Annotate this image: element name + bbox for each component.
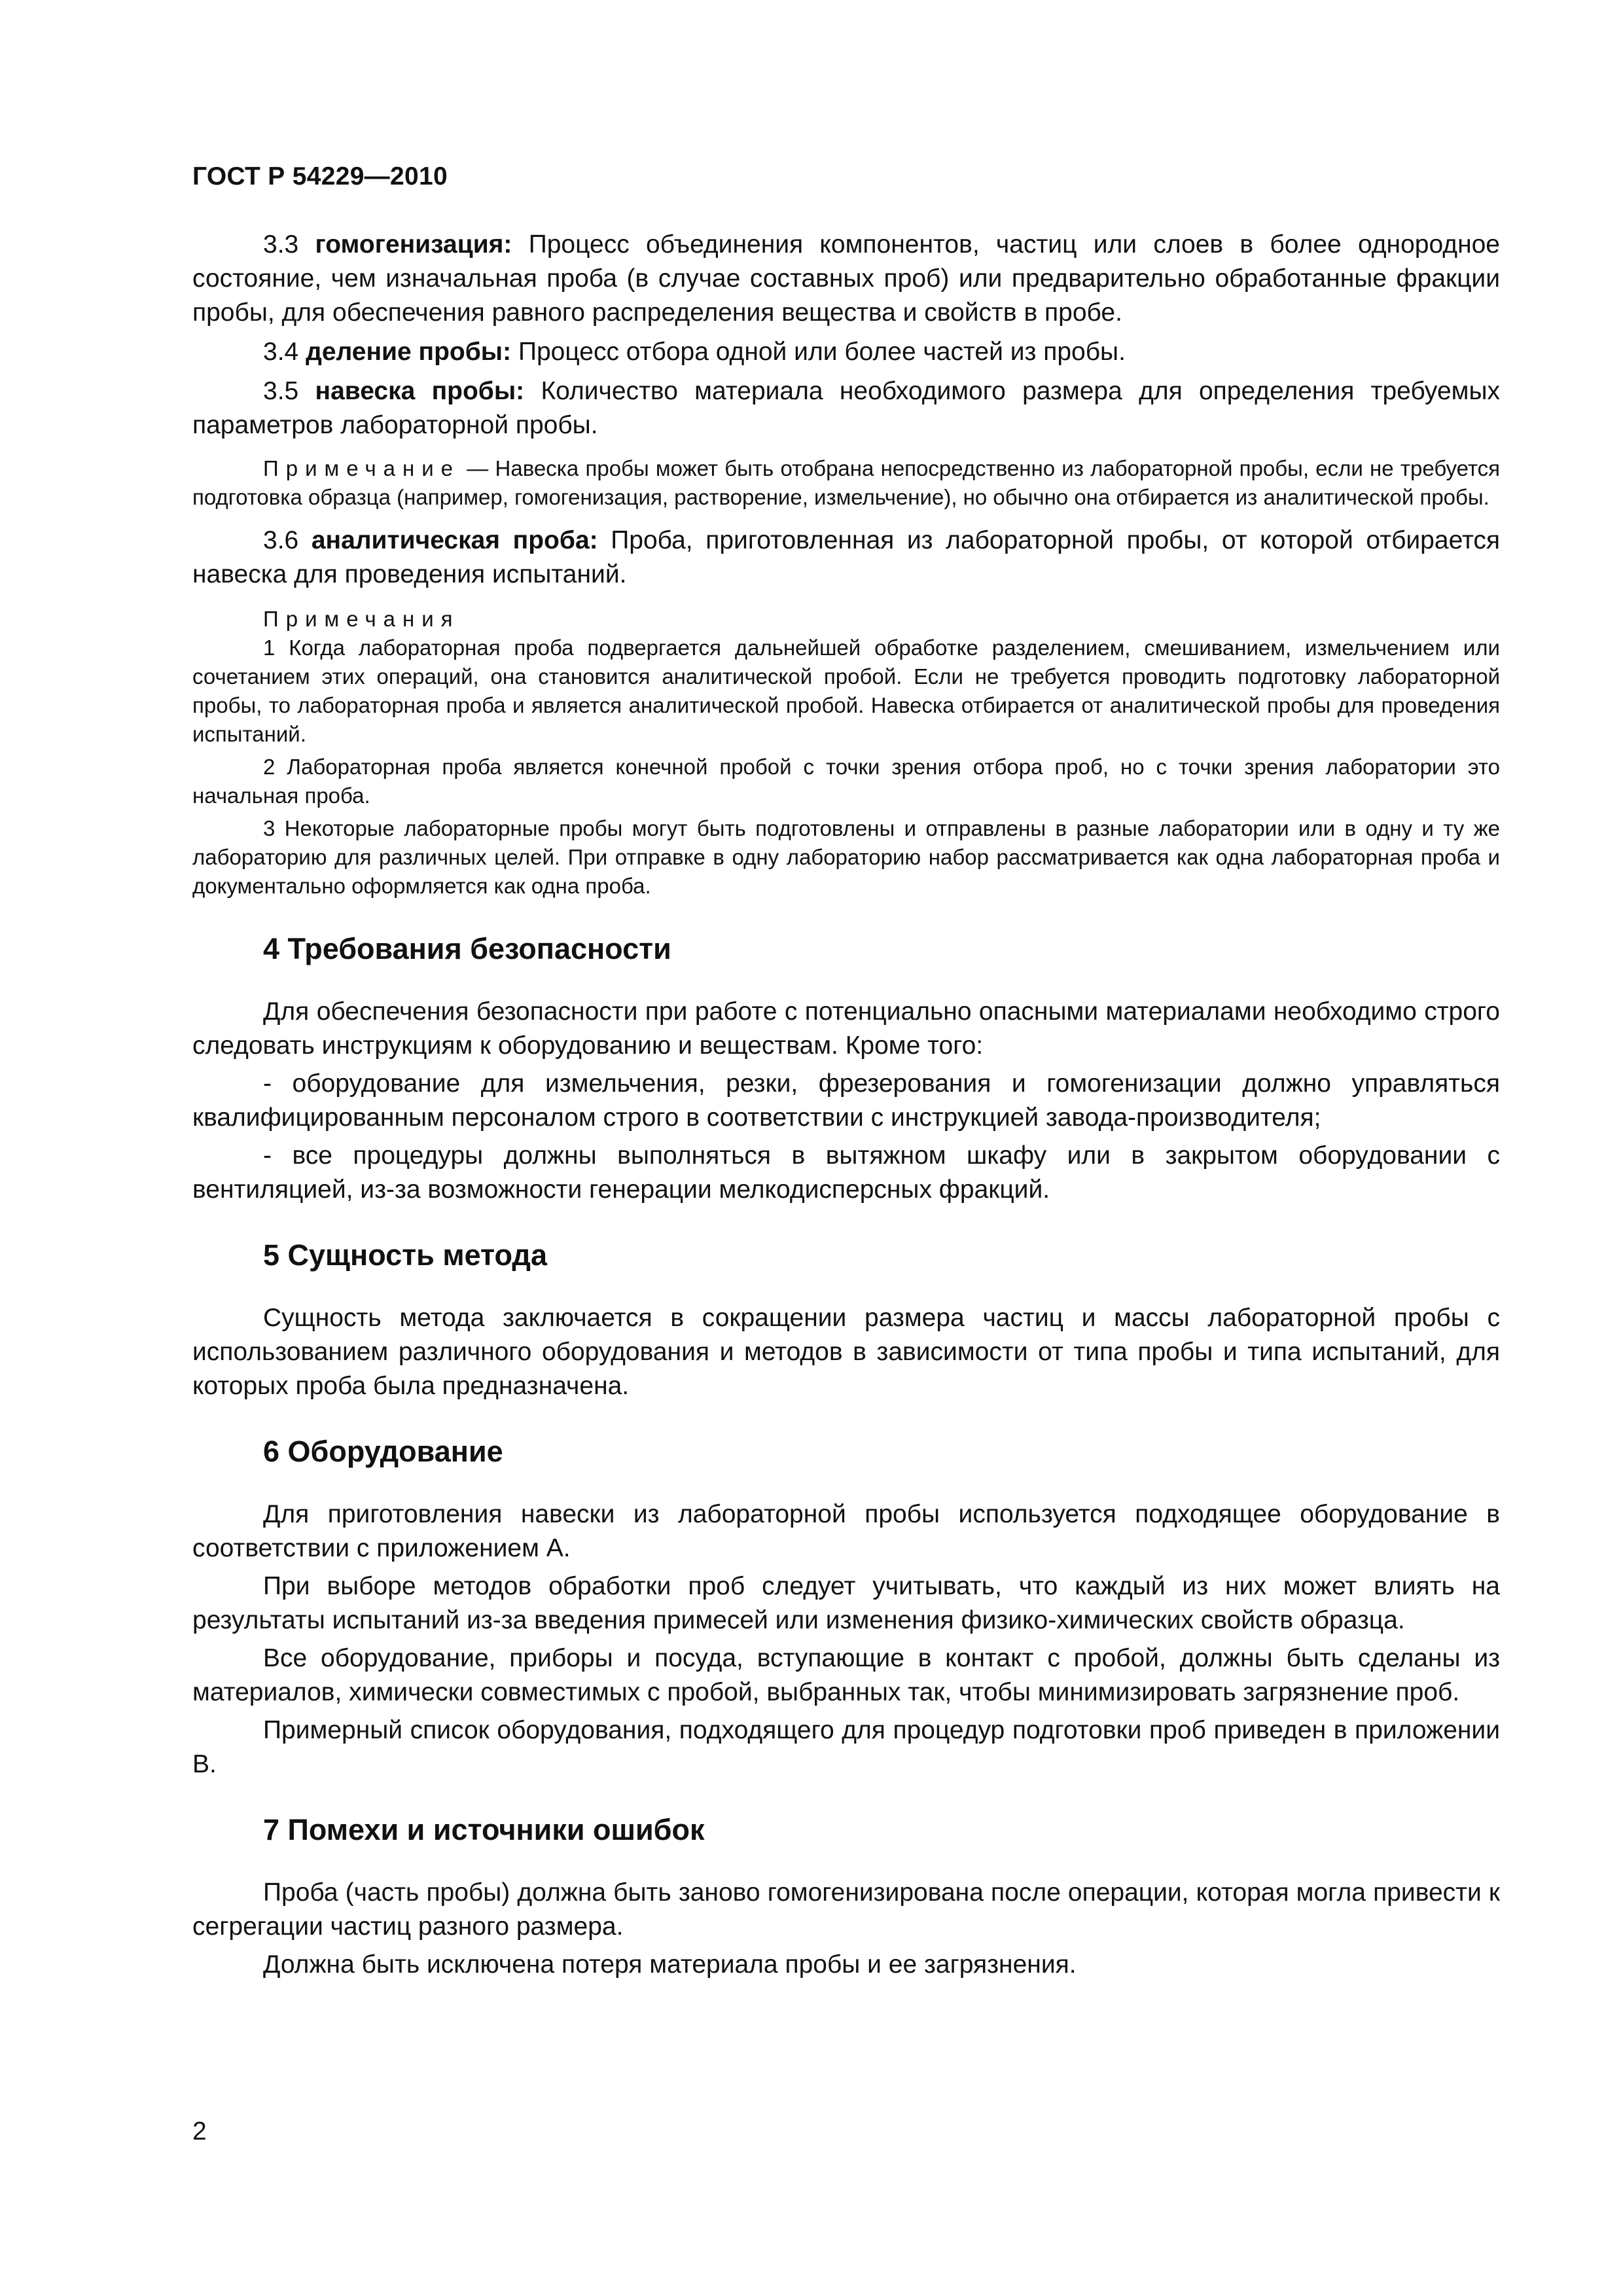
- notes-title: Примечания: [263, 607, 460, 631]
- section-heading-4: 4 Требования безопасности: [263, 932, 671, 965]
- note-3-5: [192, 454, 1500, 512]
- standard-header: ГОСТ Р 54229—2010: [192, 162, 448, 190]
- definition-3-3: [192, 228, 1500, 330]
- note-item: 3 Некоторые лабораторные пробы могут быть подготовлены и отправлены в разные лаборатории или в одну и ту же лабораторию для различных целей. При отправке в одну лабораторию набор рассматривается как одна лабораторная проба и документально оформляется как одна проба.: [192, 816, 1500, 898]
- definition-text: Процесс отбора одной или более частей из пробы.: [518, 338, 1126, 366]
- section-4-list-item: - оборудование для измельчения, резки, фрезерования и гомогенизации должно управляться квалифицированным персоналом строго в соответствии с инструкцией завода-производителя;: [192, 1069, 1500, 1132]
- definition-number: 3.4: [263, 338, 299, 366]
- definition-term: навеска пробы:: [315, 377, 525, 405]
- section-5-paragraph: Сущность метода заключается в сокращении размера частиц и массы лабораторной пробы с использованием различного оборудования и методов в зависимости от типа пробы и типа испытаний, для которых проба была предназначена.: [192, 1304, 1500, 1400]
- section-6-paragraph: Примерный список оборудования, подходящего для процедур подготовки проб приведен в приложении В.: [192, 1716, 1500, 1778]
- section-4-paragraph: Для обеспечения безопасности при работе с потенциально опасными материалами необходимо строго следовать инструкциям к оборудованию и веществам. Кроме того:: [192, 997, 1500, 1060]
- note-label: Примечание: [263, 456, 461, 480]
- definition-number: 3.3: [263, 230, 299, 259]
- section-6-paragraph: При выборе методов обработки проб следует учитывать, что каждый из них может влиять на результаты испытаний из-за введения примесей или изменения физико-химических свойств образца.: [192, 1572, 1500, 1634]
- section-6-paragraph: Все оборудование, приборы и посуда, вступающие в контакт с пробой, должны быть сделаны из материалов, химически совместимых с пробой, выбранных так, чтобы минимизировать загрязнение проб.: [192, 1644, 1500, 1706]
- section-6-paragraph: Для приготовления навески из лабораторной пробы используется подходящее оборудование в соответствии с приложением А.: [192, 1500, 1500, 1562]
- definition-text: Количество материала необходимого размера для определения требуемых параметров лабораторной пробы.: [192, 377, 1501, 439]
- section-4-list-item: - все процедуры должны выполняться в вытяжном шкафу или в закрытом оборудовании с вентиляцией, из-за возможности генерации мелкодисперсных фракций.: [192, 1141, 1500, 1204]
- definition-3-4: [192, 335, 1500, 369]
- note-item: 1 Когда лабораторная проба подвергается дальнейшей обработке разделением, смешиванием, измельчением или сочетанием этих операций, она становится аналитической пробой. Если не требуется проводить подготовку лабораторной пробы, то лабораторная проба и является аналитической пробой. Навеска отбирается от аналитической пробы для проведения испытаний.: [192, 636, 1500, 746]
- page-number: 2: [192, 2117, 207, 2145]
- section-7-paragraph: Проба (часть пробы) должна быть заново гомогенизирована после операции, которая могла привести к сегрегации частиц разного размера.: [192, 1878, 1500, 1941]
- definition-term: аналитическая проба:: [311, 526, 598, 554]
- definition-term: гомогенизация:: [315, 230, 512, 259]
- section-7-paragraph: Должна быть исключена потеря материала пробы и ее загрязнения.: [263, 1950, 1077, 1979]
- page-content: [192, 228, 1500, 1986]
- section-heading-7: 7 Помехи и источники ошибок: [263, 1813, 705, 1846]
- definition-text: Проба, приготовленная из лабораторной пробы, от которой отбирается навеска для проведения испытаний.: [192, 526, 1501, 588]
- note-item: 2 Лабораторная проба является конечной пробой с точки зрения отбора проб, но с точки зрения лаборатории это начальная проба.: [192, 755, 1500, 808]
- definition-3-6: [192, 524, 1500, 592]
- definition-number: 3.5: [263, 377, 299, 405]
- note-text: — Навеска пробы может быть отобрана непосредственно из лабораторной пробы, если не требуется подготовка образца (например, гомогенизация, растворение, измельчение), но обычно она отбирается из аналитической пробы.: [192, 456, 1500, 509]
- definition-term: деление пробы:: [306, 338, 512, 366]
- section-heading-5: 5 Сущность метода: [263, 1238, 547, 1272]
- definition-text: Процесс объединения компонентов, частиц или слоев в более однородное состояние, чем изначальная проба (в случае составных проб) или предварительно обработанные фракции пробы, для обеспечения равного распределения вещества и свойств в пробе.: [192, 230, 1500, 327]
- section-heading-6: 6 Оборудование: [263, 1435, 503, 1468]
- definition-number: 3.6: [263, 526, 299, 554]
- definition-3-5: [192, 374, 1500, 442]
